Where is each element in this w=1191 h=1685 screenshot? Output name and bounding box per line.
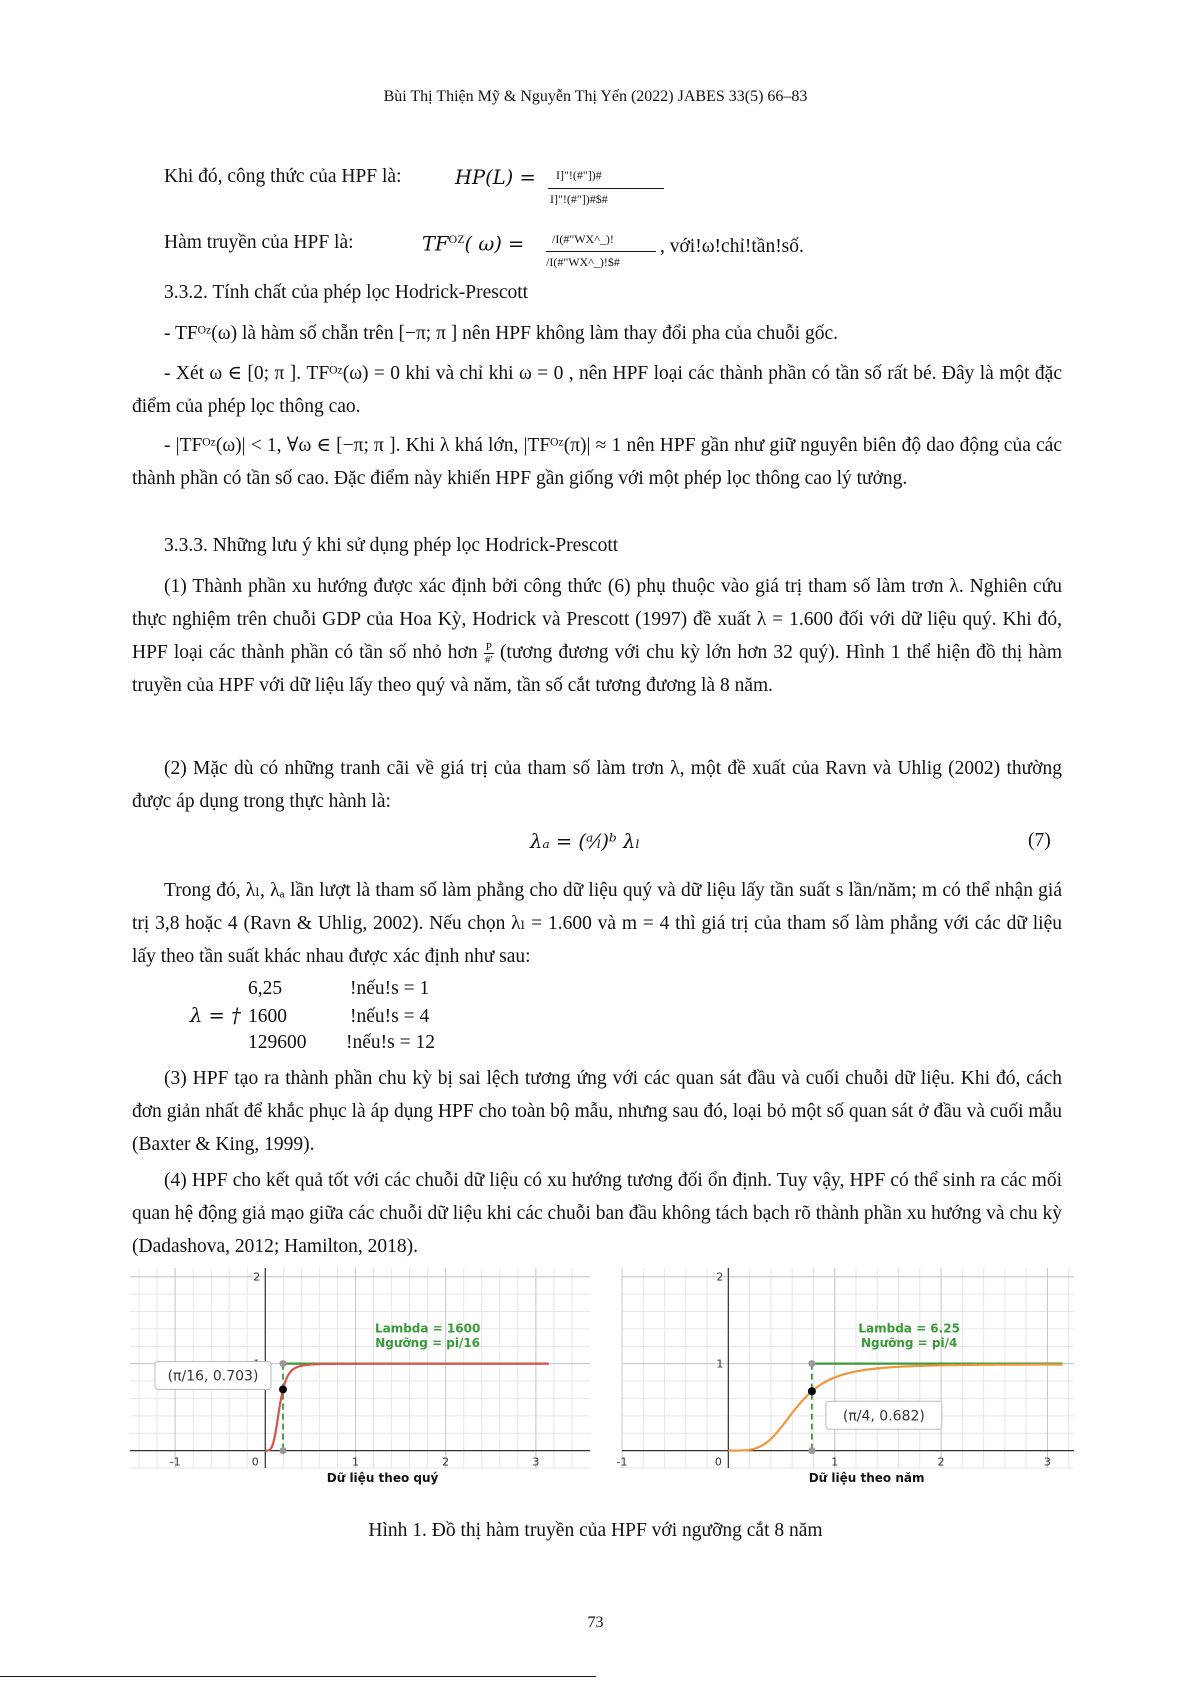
threshold-point	[808, 1360, 815, 1367]
x-tick-label: 1	[351, 1455, 359, 1469]
x-tick-label: 0	[251, 1455, 259, 1469]
x-tick-label: 0	[714, 1455, 722, 1469]
legend-threshold: Ngưỡng = pi/16	[375, 1336, 481, 1351]
transfer-curve	[265, 1364, 548, 1451]
property-1: - TFᴼᶻ(ω) là hàm số chẵn trên [−π; π ] nên HPF không làm thay đổi pha của chuỗi gốc.	[164, 323, 839, 344]
hp-formula-label: Khi đó, công thức của HPF là:	[164, 166, 402, 187]
case-3-condition: !nếu!s = 12	[346, 1032, 435, 1053]
hp-formula-bar	[548, 188, 664, 189]
figure-caption: Hình 1. Đồ thị hàm truyền của HPF với ngưỡng cắt 8 năm	[368, 1520, 823, 1541]
case-3-value: 129600	[248, 1032, 307, 1053]
x-axis-title: Dữ liệu theo quý	[326, 1471, 439, 1485]
equation-7: λₐ = (ᵃ⁄ₗ)ᵇ λₗ	[530, 830, 641, 853]
tf-formula-lhs	[422, 232, 524, 257]
y-tick-label: 1	[716, 1357, 724, 1371]
note-1	[132, 570, 1062, 702]
page-number: 73	[587, 1614, 604, 1631]
marker-point	[808, 1387, 816, 1395]
legend-lambda: Lambda = 6.25	[858, 1321, 960, 1336]
cases-lhs: λ = †	[190, 1004, 241, 1027]
x-tick-label: 2	[442, 1455, 450, 1469]
case-1-value: 6,25	[248, 978, 283, 999]
note-1-fraction-den: #'	[485, 654, 493, 667]
note-4: (4) HPF cho kết quả tốt với các chuỗi dữ liệu có xu hướng tương đối ổn định. Tuy vậy, HPF có thể sinh ra các mối quan hệ động giả mạo giữa các chuỗi dữ liệu khi các chuỗi ban đầu không tách bạch rõ thành phần xu hướng và chu kỳ (Dadashova, 2012; Hamilton, 2018).	[132, 1170, 1062, 1257]
hp-formula-numerator: I]"!(#"])#	[556, 168, 602, 182]
hp-formula-lhs: HP(L) =	[455, 166, 536, 189]
point-annotation-label: (π/16, 0.703)	[167, 1368, 259, 1385]
chart-quarterly	[130, 1268, 590, 1488]
grid-group	[622, 1268, 1074, 1468]
note-1-fraction	[484, 641, 494, 666]
cutoff-axis-point	[808, 1447, 815, 1454]
tf-formula-tail: , với!ω!chỉ!tần!số.	[660, 236, 804, 257]
note-1-part-a: (1) Thành phần xu hướng được xác định bởi công thức (6) phụ thuộc vào giá trị tham số làm trơn λ. Nghiên cứu thực nghiệm trên chuỗi GDP của Hoa Kỳ, Hodrick và Prescott (1997) đề xuất λ = 1.600 đối với dữ liệu quý. Khi đó, HPF loại các thành phần có tần số nhỏ hơn	[132, 576, 1062, 663]
section-heading-332: 3.3.2. Tính chất của phép lọc Hodrick-Prescott	[164, 282, 529, 303]
section-heading-333: 3.3.3. Những lưu ý khi sử dụng phép lọc Hodrick-Prescott	[164, 535, 619, 556]
x-tick-label: 3	[532, 1455, 540, 1469]
note-1-part-b: (tương đương với chu kỳ lớn hơn 32 quý). Hình 1 thể hiện đồ thị hàm truyền của HPF với dữ liệu lấy theo quý và năm, tần số cắt tương đương là 8 năm.	[132, 642, 1063, 696]
tf-superscript: OZ	[448, 232, 465, 246]
tf-formula-bar	[546, 251, 656, 252]
footnote-rule	[0, 1676, 596, 1677]
running-header: Bùi Thị Thiện Mỹ & Nguyễn Thị Yến (2022) JABES 33(5) 66–83	[383, 88, 808, 105]
tf-formula-denominator: /I(#"WX^_)!$#	[546, 255, 620, 269]
tf-argument: ( ω) =	[464, 232, 525, 256]
property-2: - Xét ω ∈ [0; π ]. TFᴼᶻ(ω) = 0 khi và chỉ khi ω = 0 , nên HPF loại các thành phần có tần số rất bé. Đây là một đặc điểm của phép lọc thông cao.	[132, 363, 1062, 417]
marker-point	[279, 1385, 287, 1393]
point-annotation-label: (π/4, 0.682)	[842, 1408, 925, 1425]
x-axis-title: Dữ liệu theo năm	[808, 1471, 925, 1485]
case-2-value: 1600	[248, 1006, 287, 1027]
note-3: (3) HPF tạo ra thành phần chu kỳ bị sai lệch tương ứng với các quan sát đầu và cuối chuỗi dữ liệu. Khi đó, cách đơn giản nhất để khắc phục là áp dụng HPF cho toàn bộ mẫu, nhưng sau đó, loại bỏ một số quan sát ở đầu và cuối mẫu (Baxter & King, 1999).	[132, 1068, 1062, 1155]
hp-formula-denominator: I]"!(#"])#$#	[550, 192, 608, 206]
x-tick-label: -1	[169, 1455, 181, 1469]
y-tick-label: 2	[253, 1270, 261, 1284]
tf-symbol: TF	[422, 232, 449, 256]
x-tick-label: 3	[1043, 1455, 1051, 1469]
threshold-point	[280, 1360, 287, 1367]
tf-formula-numerator: /I(#"WX^_)!	[552, 232, 614, 246]
legend-threshold: Ngưỡng = pi/4	[860, 1336, 958, 1351]
case-1-condition: !nếu!s = 1	[350, 978, 430, 999]
x-tick-label: 2	[937, 1455, 945, 1469]
y-tick-label: 2	[716, 1270, 724, 1284]
property-3: - |TFᴼᶻ(ω)| < 1, ∀ω ∈ [−π; π ]. Khi λ khá lớn, |TFᴼᶻ(π)| ≈ 1 nên HPF gần như giữ nguyên biên độ dao động của các thành phần có tần số cao. Đặc điểm này khiến HPF gần giống với một phép lọc thông cao lý tưởng.	[132, 435, 1062, 489]
note-1-fraction-num: P	[485, 641, 492, 654]
cutoff-axis-point	[280, 1447, 287, 1454]
note-2-explanation: Trong đó, λₗ, λₐ lần lượt là tham số làm phẳng cho dữ liệu quý và dữ liệu lấy tần suất s lần/năm; m có thể nhận giá trị 3,8 hoặc 4 (Ravn & Uhlig, 2002). Nếu chọn λₗ = 1.600 và m = 4 thì giá trị của tham số làm phẳng với các dữ liệu lấy theo tần suất khác nhau được xác định như sau:	[132, 880, 1062, 967]
note-2: (2) Mặc dù có những tranh cãi về giá trị của tham số làm trơn λ, một đề xuất của Ravn và Uhlig (2002) thường được áp dụng trong thực hành là:	[132, 758, 1062, 812]
case-2-condition: !nếu!s = 4	[350, 1006, 430, 1027]
tf-formula-label: Hàm truyền của HPF là:	[164, 232, 354, 253]
x-tick-label: -1	[616, 1455, 628, 1469]
equation-7-number: (7)	[1028, 830, 1051, 851]
x-tick-label: 1	[831, 1455, 839, 1469]
legend-lambda: Lambda = 1600	[374, 1321, 481, 1336]
chart-annual	[616, 1268, 1074, 1488]
